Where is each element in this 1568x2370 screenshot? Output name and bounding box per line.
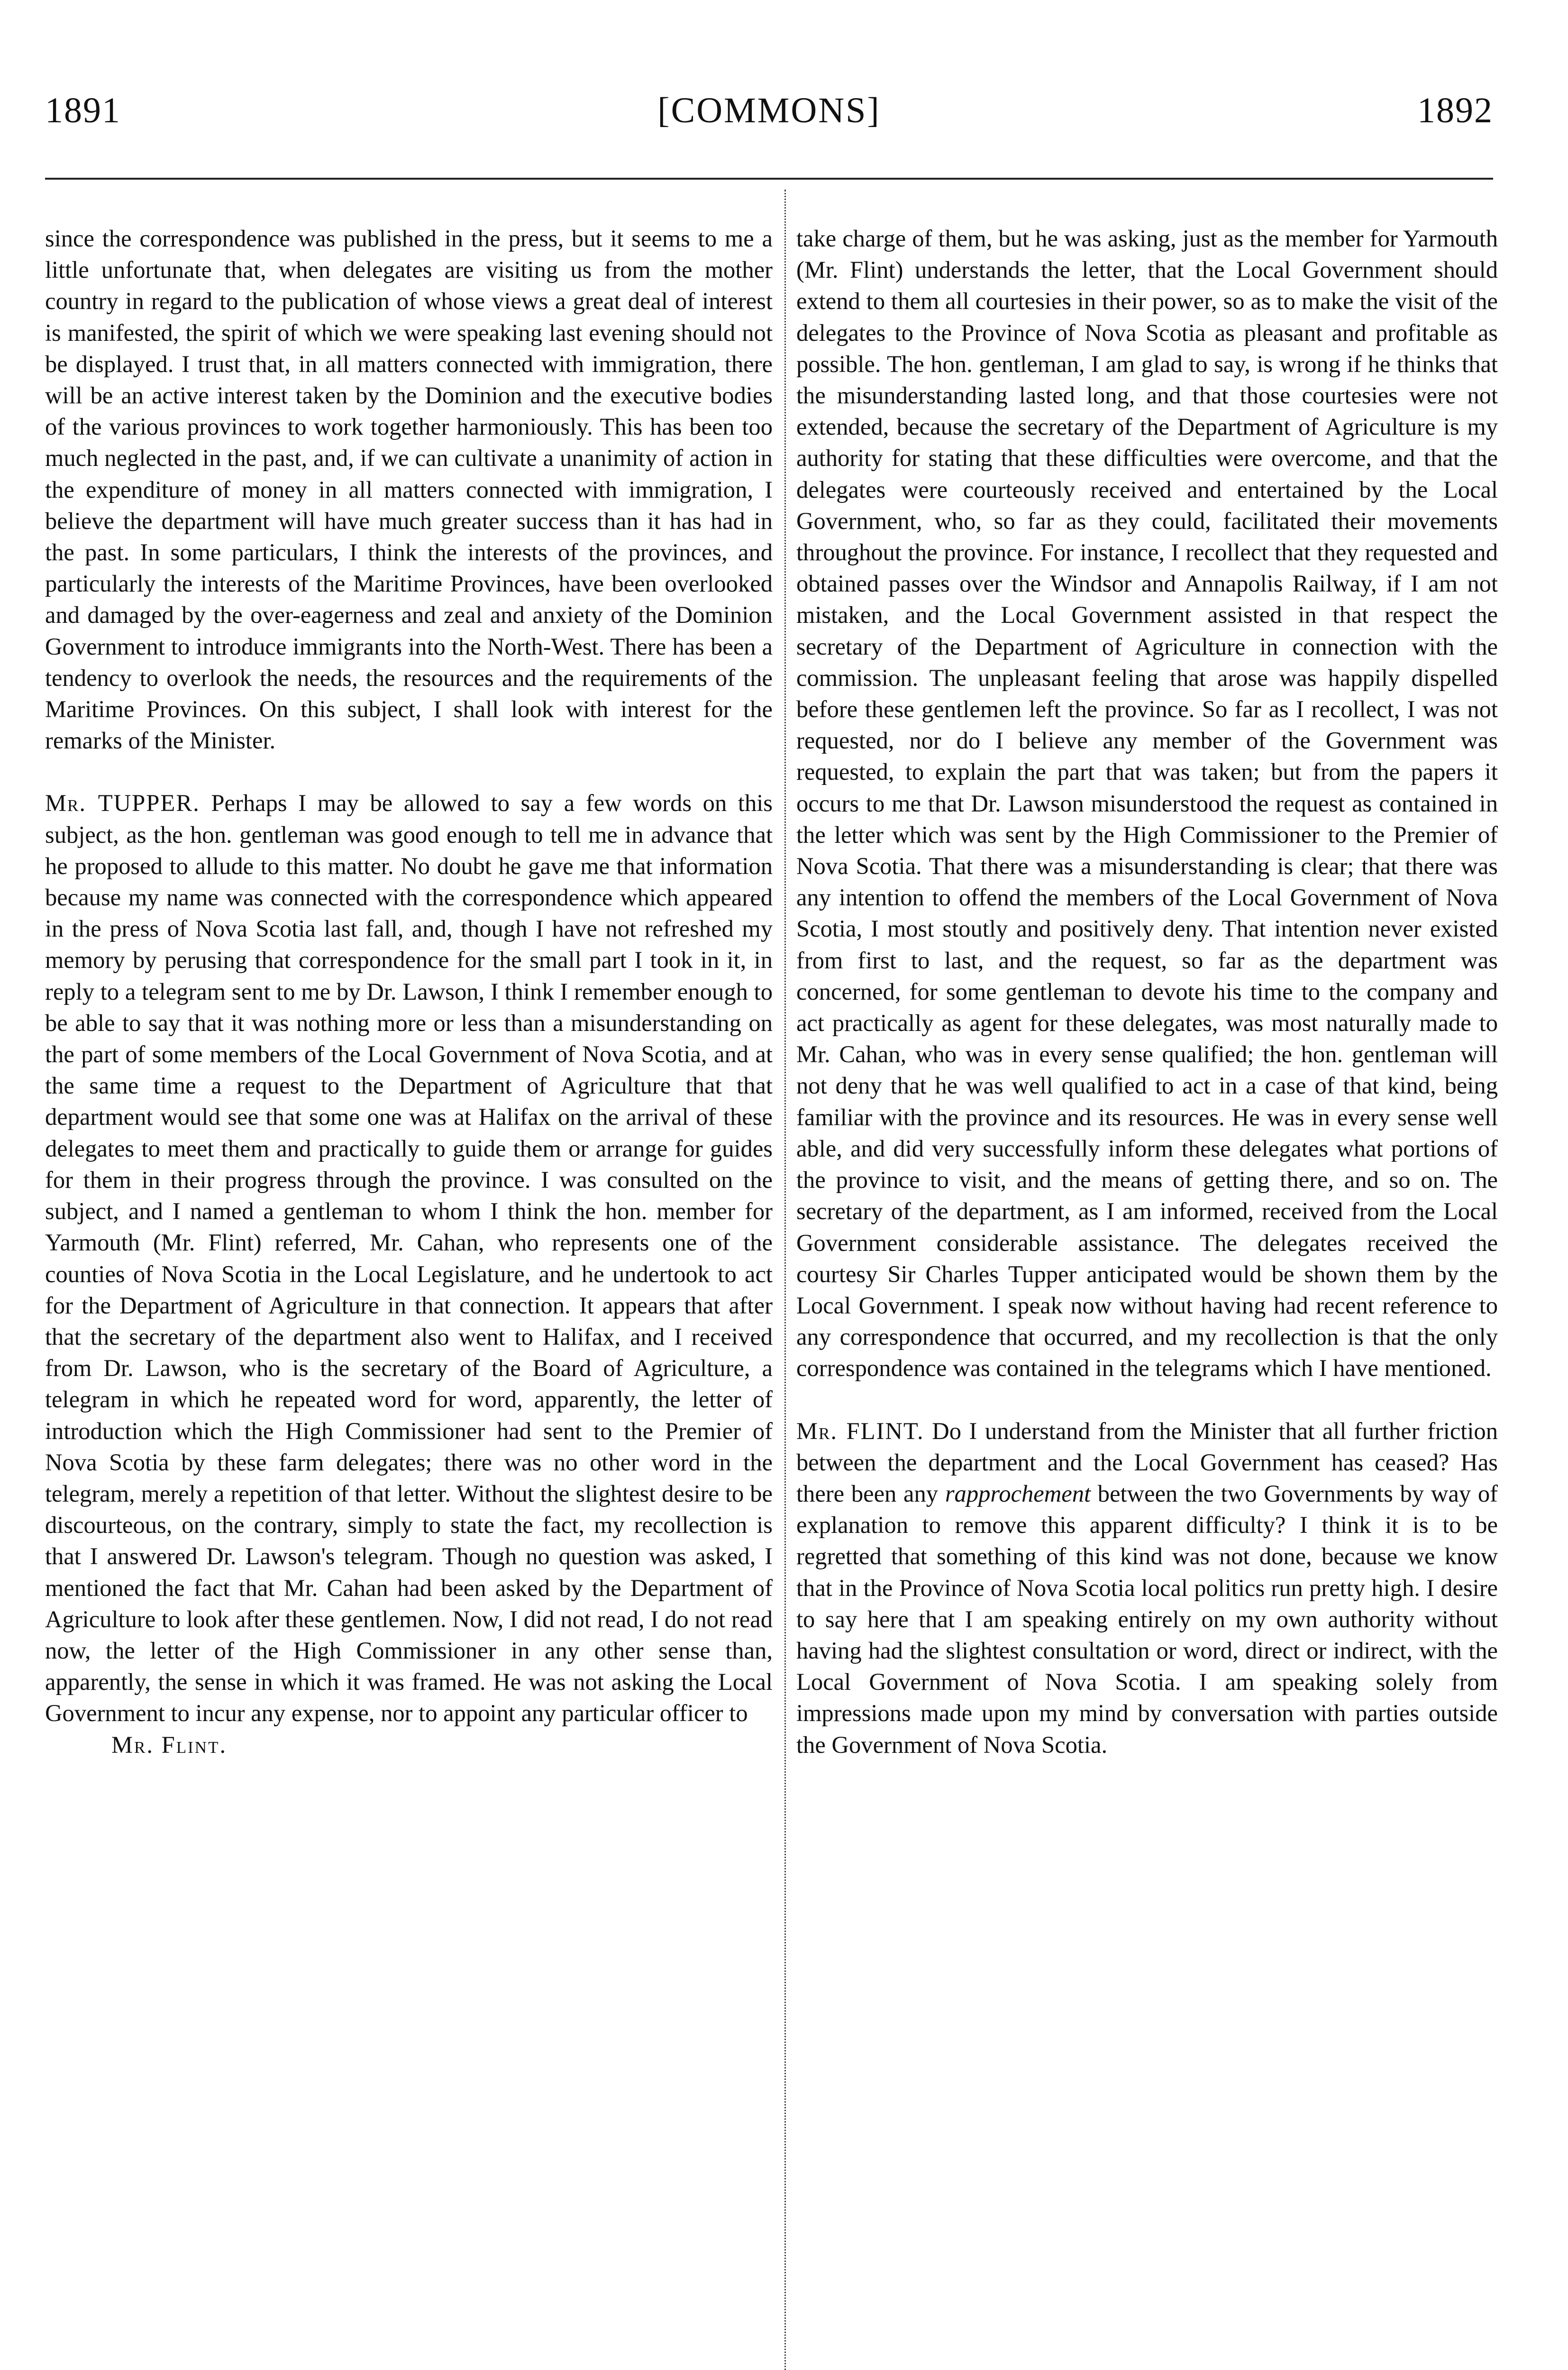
- right-paragraph-1: take charge of them, but he was asking, just as the member for Yarmouth (Mr. Flint) understands the letter, that the Local Government should extend to them all courtesies in their power, so as to make the visit of the delegates to the Province of Nova Scotia as pleasant and profitable as possible. The hon. gentleman, I am glad to say, is wrong if he thinks that the misunderstanding lasted long, and that those courtesies were not extended, because the secretary of the Department of Agriculture is my authority for stating that these difficulties were overcome, and that the delegates were courteously received and entertained by the Local Government, who, so far as they could, facilitated their movements throughout the province. For instance, I recollect that they requested and obtained passes over the Windsor and Annapolis Railway, if I am not mistaken, and the Local Government assisted in that respect the secretary of the Department of Agriculture in connection with the commission. The unpleasant feeling that arose was happily dispelled before these gentlemen left the province. So far as I recollect, I was not requested, nor do I believe any member of the Government was requested, to explain the part that was taken; but from the papers it occurs to me that Dr. Lawson misunderstood the request as contained in the letter which was sent by the High Commissioner to the Premier of Nova Scotia. That there was a misunderstanding is clear; that there was any intention to offend the members of the Local Government of Nova Scotia, I most stoutly and positively deny. That intention never existed from first to last, and the request, so far as the department was concerned, for some gentleman to devote his time to the company and act practically as agent for these delegates, was most naturally made to Mr. Cahan, who was in every sense qualified; the hon. gentleman will not deny that he was well qualified to act in a case of that kind, being familiar with the province and its resources. He was in every sense well able, and did very successfully inform these delegates what portions of the province to visit, and the means of getting there, and so on. The secretary of the department, as I am informed, received from the Local Government considerable assistance. The delegates received the courtesy Sir Charles Tupper anticipated would be shown them by the Local Government. I speak now without having had recent reference to any correspondence that occurred, and my recollection is that the only correspondence was contained in the telegrams which I have mentioned.: [796, 225, 1498, 1382]
- left-paragraph-1: since the correspondence was published in the press, but it seems to me a little unfortunate that, when delegates are visiting us from the mother country in regard to the publication of whose views a great deal of interest is manifested, the spirit of which we were speaking last evening should not be displayed. I trust that, in all matters connected with immigration, there will be an active interest taken by the Dominion and the executive bodies of the various provinces to work together harmoniously. This has been too much neglected in the past, and, if we can cultivate a unanimity of action in the expenditure of money in all matters connected with immigration, I believe the department will have much greater success than it has had in the past. In some particulars, I think the interests of the provinces, and particularly the interests of the Maritime Provinces, have been overlooked and damaged by the over-eagerness and zeal and anxiety of the Dominion Government to introduce immigrants into the North-West. There has been a tendency to overlook the needs, the resources and the requirements of the Maritime Provinces. On this subject, I shall look with interest for the remarks of the Minister.: [45, 225, 773, 754]
- right-column: [796, 223, 1498, 1760]
- page-header: [45, 90, 1493, 142]
- speaker-name: Mr. TUPPER.: [45, 790, 200, 817]
- continuation-signature: Mr. Flint.: [111, 1731, 228, 1758]
- page-number-right: 1892: [1417, 91, 1493, 130]
- speech-text-a: Do I understand from the Minister that all further friction between the department and the Local Government has ceased? Has there been any: [796, 1417, 1498, 1507]
- speech-text: Perhaps I may be allowed to say a few words on this subject, as the hon. gentleman was good enough to tell me in advance that he proposed to allude to this matter. No doubt he gave me that information because my name was connected with the correspondence which appeared in the press of Nova Scotia last fall, and, though I have not refreshed my memory by perusing that correspondence for the small part I took in it, in reply to a telegram sent to me by Dr. Lawson, I think I remember enough to be able to say that it was nothing more or less than a misunderstanding on the part of some members of the Local Government of Nova Scotia, and at the same time a request to the Department of Agriculture that that department would see that some one was at Halifax on the arrival of these delegates to meet them and practically to guide them or arrange for guides for them in their progress through the province. I was consulted on the subject, and I named a gentleman to whom I think the hon. member for Yarmouth (Mr. Flint) referred, Mr. Cahan, who represents one of the counties of Nova Scotia in the Local Legislature, and he undertook to act for the Department of Agriculture in that connection. It appears that after that the secretary of the department also went to Halifax, and I received from Dr. Lawson, who is the secretary of the Board of Agriculture, a telegram in which he repeated word for word, apparently, the letter of introduction which the High Commissioner had sent to the Premier of Nova Scotia by these farm delegates; there was no other word in the telegram, merely a repetition of that letter. Without the slightest desire to be discourteous, on the contrary, simply to state the fact, my recollection is that I answered Dr. Lawson's telegram. Though no question was asked, I mentioned the fact that Mr. Cahan had been asked by the Department of Agriculture to look after these gentlemen. Now, I did not read, I do not read now, the letter of the High Commissioner in any other sense than, apparently, the sense in which it was framed. He was not asking the Local Government to incur any expense, nor to appoint any particular officer to: [45, 790, 773, 1727]
- speaker-name: Mr. FLINT.: [796, 1417, 924, 1444]
- header-rule: [45, 178, 1493, 180]
- speech-text-b: between the two Governments by way of explanation to remove this apparent difficulty? I think it is to be regretted that something of this kind was not done, because we know that in the Province of Nova Scotia local politics run pretty high. I desire to say here that I am speaking entirely on my own authority without having had the slightest consultation or word, direct or indirect, with the Local Government of Nova Scotia. I am speaking solely from impressions made upon my mind by conversation with parties outside the Government of Nova Scotia.: [796, 1480, 1498, 1758]
- column-divider: [784, 190, 786, 2370]
- right-paragraph-2: [796, 1415, 1498, 1760]
- italic-term: rapprochement: [945, 1480, 1091, 1507]
- page-number-left: 1891: [45, 91, 121, 130]
- section-title: [COMMONS]: [657, 91, 881, 130]
- left-paragraph-2: [45, 787, 773, 1729]
- left-column: [45, 223, 773, 1760]
